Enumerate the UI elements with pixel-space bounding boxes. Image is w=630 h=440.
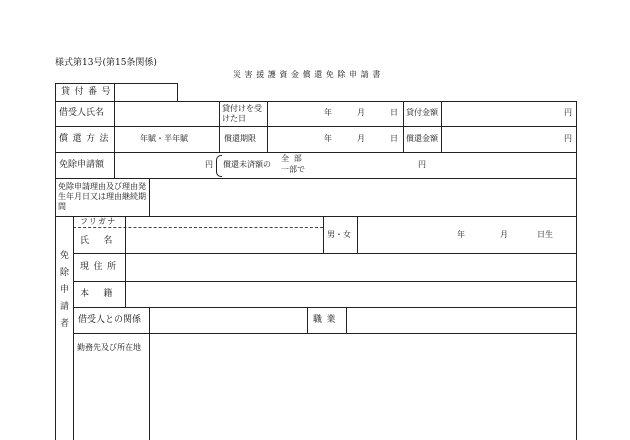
exemption-reason-label: 免除申請理由及び理由発生年月日又は理由継続期間 [58,182,146,211]
loan-date-label: 貸付けを受けた日 [222,104,262,123]
loan-number-label: 貸付番号 [61,87,116,97]
loan-amount-label: 貸付金額 [406,108,438,117]
loan-date-year: 年 [324,108,332,117]
repayment-method-label: 償還方法 [59,134,114,144]
repayment-period-year: 年 [324,134,332,143]
birth-day: 日生 [537,230,553,239]
loan-date-day: 日 [390,108,398,117]
form-number: 様式第13号(第15条関係) [55,58,157,68]
loan-date-month: 月 [357,108,365,117]
furigana-label: フリガナ [80,217,117,226]
unpaid-option-all: 全部 [281,154,307,163]
repayment-period-month: 月 [357,134,365,143]
occupation-label: 職業 [313,315,341,325]
unpaid-amount-label: 償還未済額の [223,160,271,169]
repayment-period-day: 日 [390,134,398,143]
birth-month: 月 [500,230,508,239]
form-title: 災害援護資金償還免除申請書 [233,70,384,79]
applicant-name-label: 氏名 [80,236,127,246]
unpaid-amount-unit: 円 [418,160,426,169]
repaid-amount-unit: 円 [564,134,572,143]
applicant-group-label: 免除申請者 [60,251,70,329]
workplace-label: 勤務先及び所在地 [77,343,141,352]
repayment-period-label: 償還期限 [224,134,256,143]
loan-amount-unit: 円 [564,108,572,117]
unpaid-option-part: 一部で [281,165,305,174]
current-address-label: 現住所 [80,262,121,272]
domicile-label: 本籍 [80,289,127,299]
gender-select: 男・女 [327,230,351,239]
repaid-amount-label: 償還金額 [406,134,438,143]
borrower-name-label: 借受人氏名 [59,108,105,118]
exemption-amount-label: 免除申請額 [59,160,105,170]
repayment-method-value: 年賦・半年賦 [140,134,188,143]
birth-year: 年 [457,230,465,239]
exemption-amount-unit: 円 [205,160,213,169]
relation-label: 借受人との関係 [78,315,142,325]
